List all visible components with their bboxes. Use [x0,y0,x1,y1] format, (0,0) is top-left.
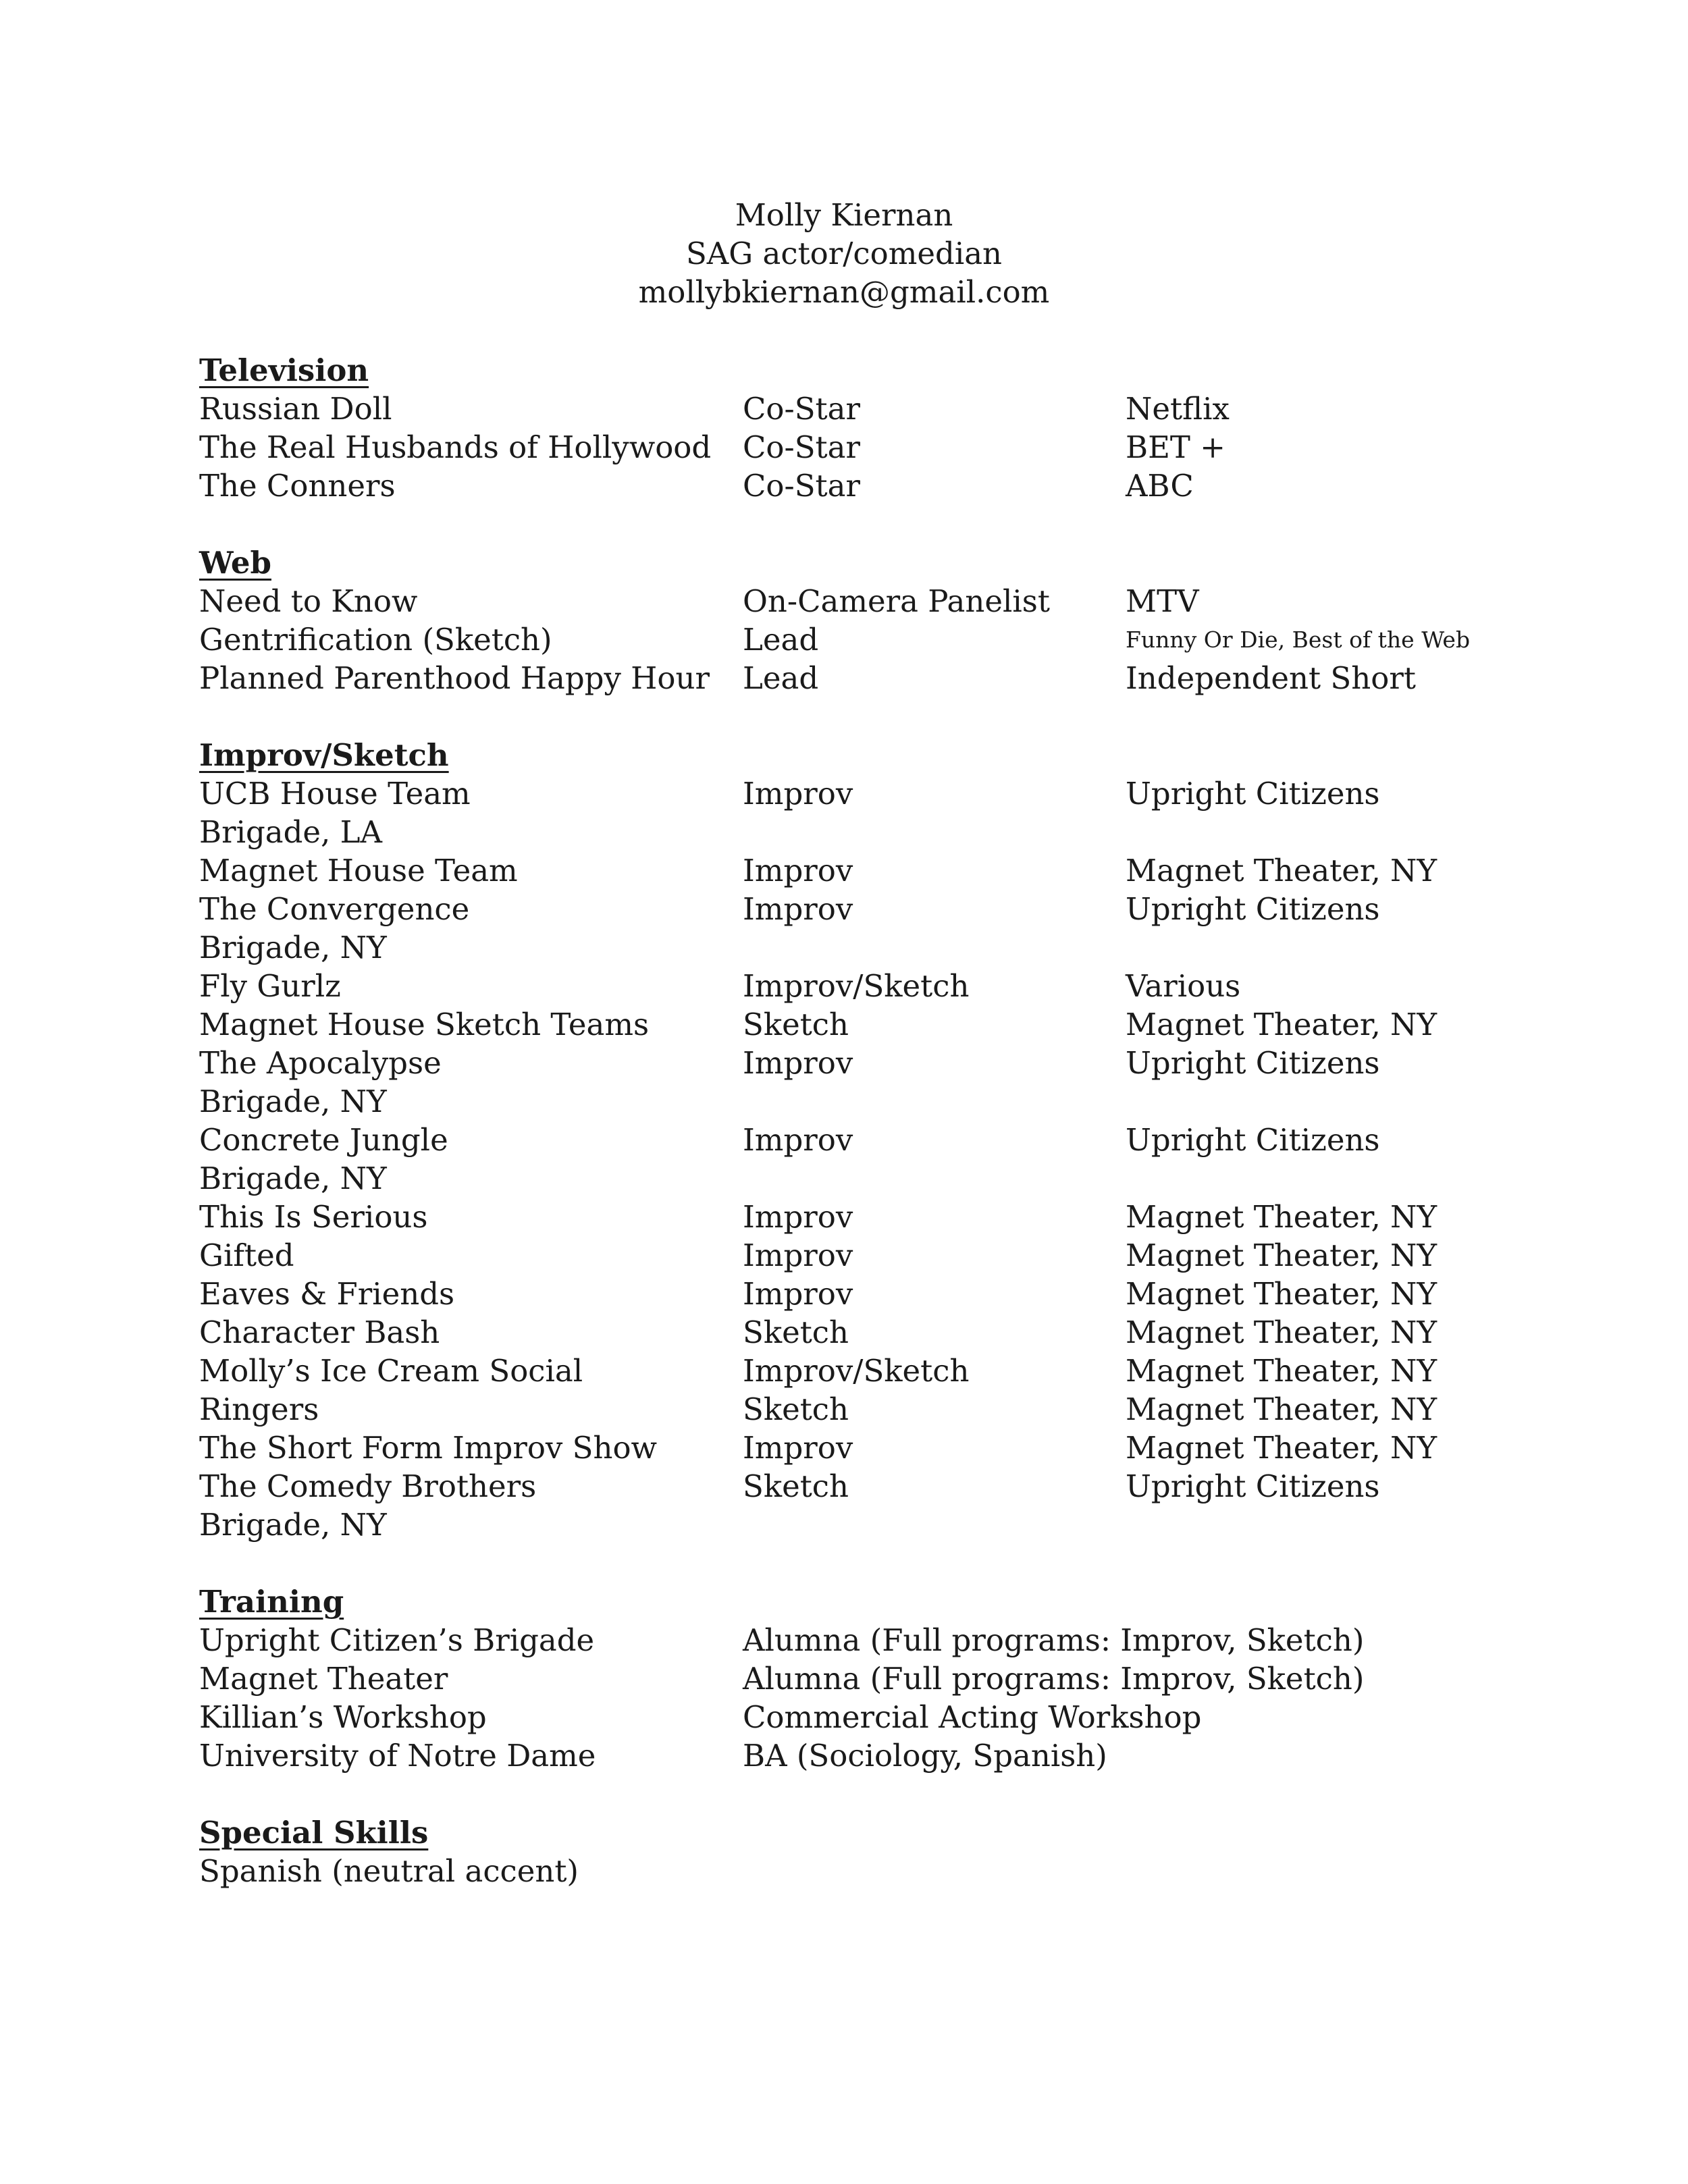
credit-row [199,1159,1550,1198]
training-school: Magnet Theater [199,1661,448,1697]
credit-row [199,582,1550,620]
skill-item [199,1852,1550,1890]
credit-row [199,1390,1550,1429]
credit-role: Co-Star [743,391,860,427]
credit-row [199,659,1550,697]
training-school: Killian’s Workshop [199,1699,487,1735]
credit-title: Need to Know [199,583,418,619]
credit-row [199,1506,1550,1544]
credit-row [199,620,1550,659]
credit-title: Brigade, NY [199,1084,387,1119]
credit-row [199,890,1550,928]
credit-row [199,813,1550,851]
name: Molly Kiernan [735,197,953,233]
skills-rows [199,1852,1550,1890]
credit-row [199,1275,1550,1313]
credit-row [199,1313,1550,1352]
credit-venue: Upright Citizens [1126,1122,1380,1158]
credit-venue: ABC [1126,468,1194,504]
credit-role: Co-Star [743,429,860,465]
credit-venue: Netflix [1126,391,1230,427]
credit-row [199,1467,1550,1506]
credit-role: Improv [743,1430,853,1466]
credit-title: Russian Doll [199,391,392,427]
credit-role: Improv [743,1122,853,1158]
credit-role: Lead [743,660,819,696]
improv-rows [199,774,1550,1544]
section-television [199,351,1550,505]
credit-title: Brigade, NY [199,1161,387,1196]
credit-venue: Various [1126,968,1241,1004]
credit-title: This Is Serious [199,1199,428,1235]
credit-row [199,467,1550,505]
credit-title: The Convergence [199,891,470,927]
training-row [199,1621,1550,1659]
credit-venue: BET + [1126,429,1225,465]
credit-role: Improv [743,1199,853,1235]
resume-body [199,351,1550,1929]
section-title-television: Television [199,352,369,388]
credit-row [199,1236,1550,1275]
credit-venue: Upright Citizens [1126,1468,1380,1504]
credit-role: Sketch [743,1468,849,1504]
section-title-training: Training [199,1584,344,1620]
credit-role: Improv/Sketch [743,1353,970,1389]
section-web [199,543,1550,697]
credit-title: Gifted [199,1237,294,1273]
credit-venue: Funny Or Die, Best of the Web [1126,627,1471,653]
credit-row [199,1044,1550,1082]
section-title-special-skills: Special Skills [199,1815,429,1850]
training-school: Upright Citizen’s Brigade [199,1622,595,1658]
credit-title: Brigade, LA [199,814,383,850]
credit-venue: Magnet Theater, NY [1126,1391,1438,1427]
credit-title: Magnet House Sketch Teams [199,1007,650,1042]
credit-row [199,928,1550,967]
credit-row [199,1198,1550,1236]
training-detail: Commercial Acting Workshop [743,1699,1202,1735]
credit-title: Planned Parenthood Happy Hour [199,660,710,696]
training-detail: Alumna (Full programs: Improv, Sketch) [743,1661,1365,1697]
section-special-skills [199,1813,1550,1890]
television-rows [199,390,1550,505]
section-title-improv-sketch: Improv/Sketch [199,737,449,773]
credit-title: Molly’s Ice Cream Social [199,1353,583,1389]
credit-role: On-Camera Panelist [743,583,1050,619]
credit-title: The Apocalypse [199,1045,442,1081]
credit-venue: Magnet Theater, NY [1126,1007,1438,1042]
training-detail: BA (Sociology, Spanish) [743,1738,1107,1774]
credit-title: Magnet House Team [199,853,518,888]
credit-role: Co-Star [743,468,860,504]
credit-venue: Magnet Theater, NY [1126,1353,1438,1389]
credit-role: Improv [743,1276,853,1312]
credit-venue: Upright Citizens [1126,891,1380,927]
credit-role: Improv [743,776,853,811]
credit-title: Character Bash [199,1314,440,1350]
credit-row [199,428,1550,467]
section-title-web: Web [199,545,271,581]
credit-title: Gentrification (Sketch) [199,622,552,658]
credit-title: Eaves & Friends [199,1276,455,1312]
credit-venue: Upright Citizens [1126,1045,1380,1081]
web-rows [199,582,1550,697]
credit-role: Sketch [743,1007,849,1042]
training-row [199,1659,1550,1698]
tagline: SAG actor/comedian [685,236,1003,271]
credit-venue: Magnet Theater, NY [1126,1199,1438,1235]
credit-role: Lead [743,622,819,658]
credit-venue: Magnet Theater, NY [1126,853,1438,888]
credit-role: Improv [743,1045,853,1081]
credit-title: UCB House Team [199,776,471,811]
credit-venue: Upright Citizens [1126,776,1380,811]
credit-row [199,1121,1550,1159]
credit-row [199,1429,1550,1467]
email: mollybkiernan@gmail.com [638,274,1050,310]
credit-title: Ringers [199,1391,319,1427]
credit-role: Improv [743,853,853,888]
credit-row [199,1005,1550,1044]
credit-row [199,1352,1550,1390]
training-school: University of Notre Dame [199,1738,596,1774]
credit-row [199,390,1550,428]
credit-row [199,774,1550,813]
training-detail: Alumna (Full programs: Improv, Sketch) [743,1622,1365,1658]
credit-title: The Short Form Improv Show [199,1430,658,1466]
credit-role: Improv [743,1237,853,1273]
credit-venue: MTV [1126,583,1199,619]
credit-title: The Conners [199,468,396,504]
credit-venue: Independent Short [1126,660,1416,696]
training-row [199,1698,1550,1736]
credit-title: The Real Husbands of Hollywood [199,429,712,465]
credit-title: The Comedy Brothers [199,1468,537,1504]
credit-title: Concrete Jungle [199,1122,448,1158]
credit-venue: Magnet Theater, NY [1126,1314,1438,1350]
credit-title: Fly Gurlz [199,968,341,1004]
section-training [199,1582,1550,1775]
resume-header [0,196,1688,311]
credit-title: Brigade, NY [199,930,387,965]
credit-row [199,851,1550,890]
credit-venue: Magnet Theater, NY [1126,1430,1438,1466]
training-rows [199,1621,1550,1775]
credit-role: Improv/Sketch [743,968,970,1004]
credit-venue: Magnet Theater, NY [1126,1237,1438,1273]
credit-row [199,967,1550,1005]
credit-title: Brigade, NY [199,1507,387,1543]
credit-row [199,1082,1550,1121]
credit-role: Improv [743,891,853,927]
skill-text: Spanish (neutral accent) [199,1853,579,1889]
credit-role: Sketch [743,1391,849,1427]
section-improv-sketch [199,736,1550,1544]
credit-venue: Magnet Theater, NY [1126,1276,1438,1312]
credit-role: Sketch [743,1314,849,1350]
training-row [199,1736,1550,1775]
